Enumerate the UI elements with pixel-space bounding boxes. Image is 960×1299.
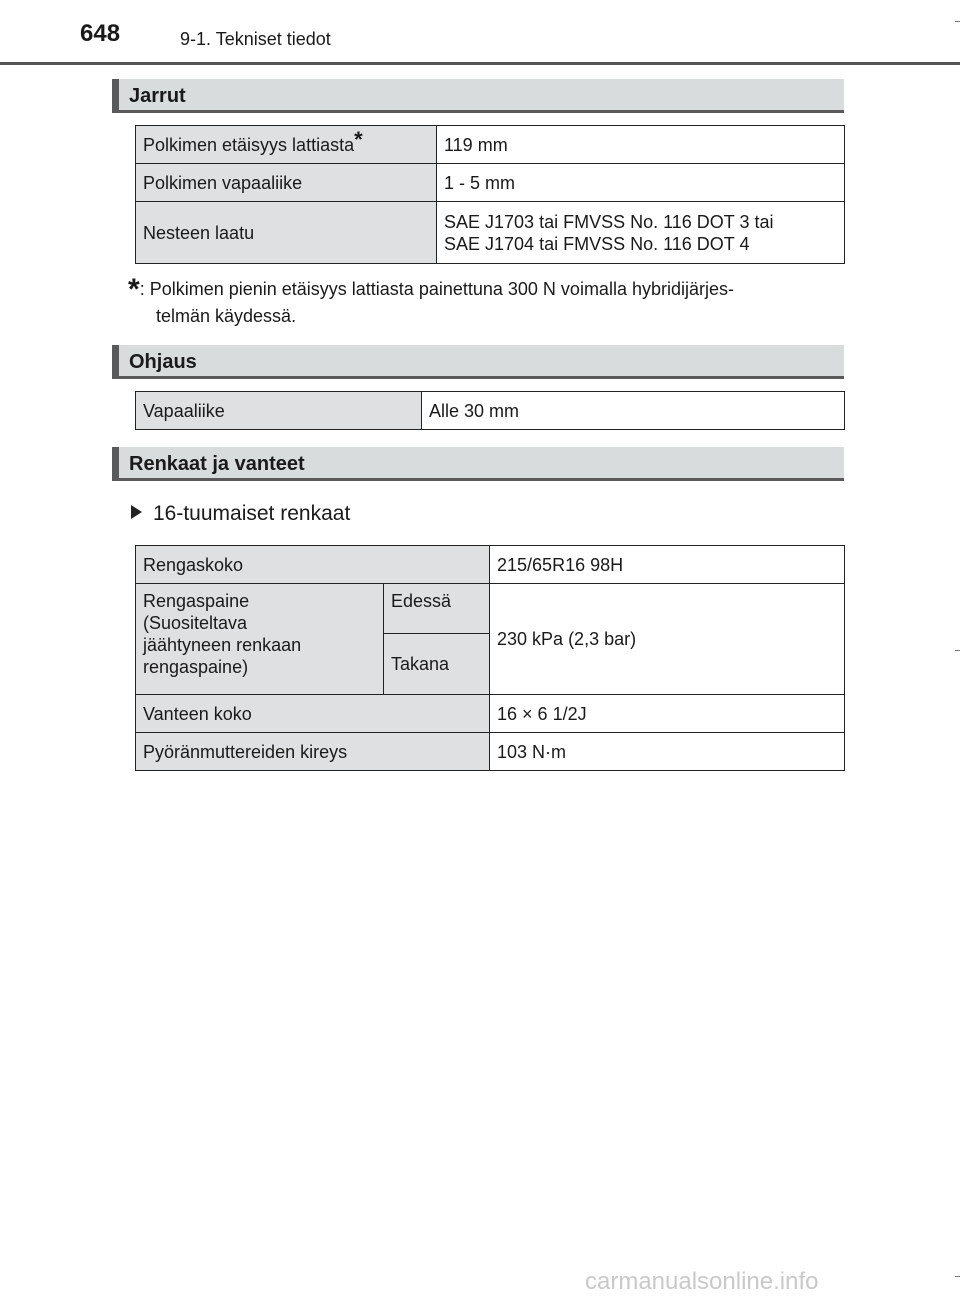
tires-table [135, 545, 845, 771]
table-row [136, 733, 845, 771]
table-cell-label: Pyöränmuttereiden kireys [136, 733, 490, 771]
section-heading-brakes: Jarrut [112, 79, 844, 113]
table-cell-label: Vanteen koko [136, 695, 490, 733]
table-cell-value: 16 × 6 1/2J [490, 695, 845, 733]
footnote-marker: * [354, 126, 363, 152]
label-line: rengaspaine) [143, 657, 249, 677]
bullet-item [131, 502, 350, 526]
crop-mark [955, 1276, 960, 1277]
footnote [128, 273, 844, 329]
steering-table [135, 391, 845, 430]
table-row [136, 126, 845, 164]
value-line: SAE J1703 tai FMVSS No. 116 DOT 3 tai [444, 211, 774, 232]
table-cell-label [136, 584, 384, 695]
table-cell-sublabel: Edessä [384, 584, 490, 634]
value-line: SAE J1704 tai FMVSS No. 116 DOT 4 [444, 233, 750, 254]
table-row [136, 584, 845, 634]
table-cell-value [437, 202, 845, 264]
crop-mark [955, 650, 960, 651]
table-row [136, 546, 845, 584]
footnote-text-continued: telmän käydessä. [156, 306, 297, 326]
header-rule [0, 62, 960, 65]
chapter-title: 9-1. Tekniset tiedot [180, 29, 331, 49]
table-cell-value: 119 mm [437, 126, 845, 164]
brakes-table [135, 125, 845, 264]
table-cell-value: Alle 30 mm [422, 392, 845, 430]
label-line: (Suositeltava [143, 613, 248, 633]
table-row [136, 202, 845, 264]
watermark: carmanualsonline.info [585, 1268, 819, 1295]
label-line: jäähtyneen renkaan [143, 635, 302, 655]
table-row [136, 695, 845, 733]
bullet-text: 16-tuumaiset renkaat [153, 502, 351, 525]
label-line: Rengaspaine [143, 591, 250, 611]
table-cell-value: 215/65R16 98H [490, 546, 845, 584]
table-cell-label: Nesteen laatu [136, 202, 437, 264]
section-heading-tires: Renkaat ja vanteet [112, 447, 844, 481]
table-cell-label: Polkimen etäisyys lattiasta* [136, 126, 437, 164]
triangle-bullet-icon [131, 505, 142, 519]
table-cell-label: Vapaaliike [136, 392, 422, 430]
table-cell-value: 230 kPa (2,3 bar) [490, 584, 845, 695]
table-cell-sublabel: Takana [384, 634, 490, 695]
table-row [136, 164, 845, 202]
footnote-star: * [128, 273, 140, 306]
table-row [136, 392, 845, 430]
table-cell-label: Rengaskoko [136, 546, 490, 584]
table-cell-label: Polkimen vapaaliike [136, 164, 437, 202]
footnote-text: : Polkimen pienin etäisyys lattiasta painettuna 300 N voimalla hybridijärjes- [139, 279, 734, 299]
table-cell-value: 103 N·m [490, 733, 845, 771]
table-cell-value: 1 - 5 mm [437, 164, 845, 202]
crop-mark [955, 21, 960, 22]
page-number: 648 [80, 20, 121, 47]
section-heading-steering: Ohjaus [112, 345, 844, 379]
